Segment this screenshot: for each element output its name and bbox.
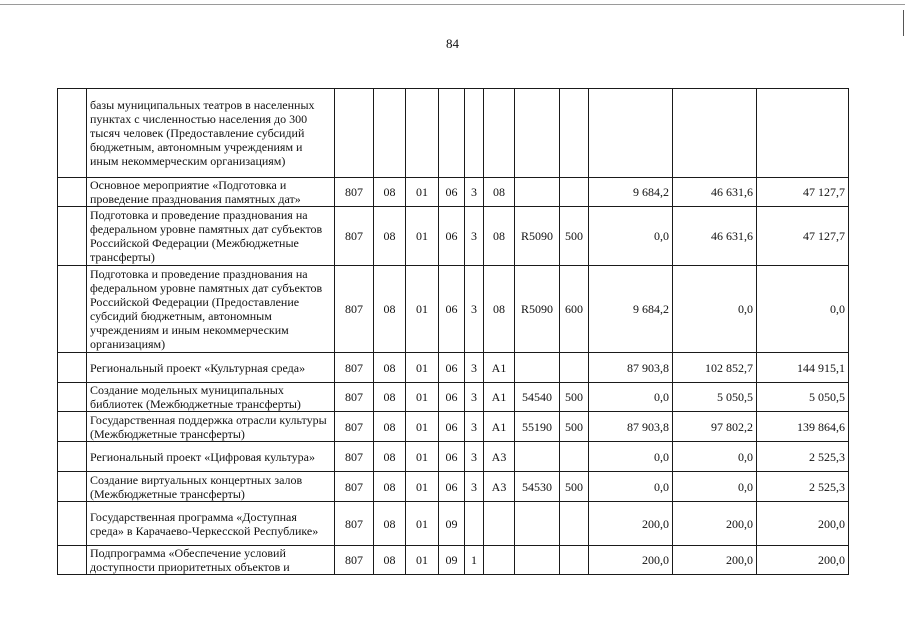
row-indent-cell — [58, 442, 87, 472]
row-indent-cell — [58, 353, 87, 383]
amount-year2-cell: 97 802,2 — [673, 412, 757, 442]
budget-table-body — [58, 89, 849, 575]
amount-year2-cell: 46 631,6 — [673, 207, 757, 266]
subprogram-code-cell: 3 — [465, 442, 484, 472]
row-indent-cell — [58, 412, 87, 442]
item-name-cell: Региональный проект «Цифровая культура» — [87, 442, 335, 472]
ministry-code-cell: 807 — [335, 502, 374, 546]
direction-code-cell — [515, 442, 560, 472]
ministry-code-cell: 807 — [335, 353, 374, 383]
ministry-code-cell: 807 — [335, 383, 374, 412]
item-name-cell: Создание модельных муниципальных библиотек (Межбюджетные трансферты) — [87, 383, 335, 412]
direction-code-cell: 54530 — [515, 472, 560, 502]
table-row — [58, 442, 849, 472]
amount-year2-cell: 200,0 — [673, 546, 757, 575]
amount-year3-cell: 5 050,5 — [757, 383, 849, 412]
item-name-cell: базы муниципальных театров в населенных пунктах с численностью населения до 300 тысяч человек (Предоставление субсидий бюджетным, автономным учреждениям и иным некоммерческим организациям) — [87, 89, 335, 178]
section-code-cell: 08 — [374, 412, 406, 442]
direction-code-cell — [515, 178, 560, 207]
subsection-code-cell: 01 — [406, 442, 439, 472]
table-row — [58, 266, 849, 353]
amount-year2-cell: 102 852,7 — [673, 353, 757, 383]
event-code-cell: 08 — [484, 207, 515, 266]
amount-year2-cell: 5 050,5 — [673, 383, 757, 412]
program-code-cell: 06 — [439, 178, 465, 207]
amount-year1-cell: 0,0 — [589, 442, 673, 472]
program-code-cell: 06 — [439, 353, 465, 383]
event-code-cell — [484, 89, 515, 178]
program-code-cell: 06 — [439, 472, 465, 502]
subprogram-code-cell: 3 — [465, 178, 484, 207]
row-indent-cell — [58, 472, 87, 502]
row-indent-cell — [58, 383, 87, 412]
subsection-code-cell: 01 — [406, 412, 439, 442]
amount-year3-cell: 144 915,1 — [757, 353, 849, 383]
subsection-code-cell: 01 — [406, 353, 439, 383]
section-code-cell: 08 — [374, 502, 406, 546]
ministry-code-cell: 807 — [335, 266, 374, 353]
ministry-code-cell: 807 — [335, 442, 374, 472]
subsection-code-cell: 01 — [406, 383, 439, 412]
ministry-code-cell: 807 — [335, 546, 374, 575]
item-name-cell: Государственная поддержка отрасли культуры (Межбюджетные трансферты) — [87, 412, 335, 442]
section-code-cell — [374, 89, 406, 178]
event-code-cell: A1 — [484, 353, 515, 383]
section-code-cell: 08 — [374, 383, 406, 412]
amount-year3-cell: 2 525,3 — [757, 442, 849, 472]
expense-type-code-cell: 500 — [560, 207, 589, 266]
row-indent-cell — [58, 178, 87, 207]
amount-year1-cell: 9 684,2 — [589, 178, 673, 207]
amount-year3-cell: 47 127,7 — [757, 207, 849, 266]
amount-year3-cell: 200,0 — [757, 546, 849, 575]
section-code-cell: 08 — [374, 546, 406, 575]
amount-year1-cell: 0,0 — [589, 207, 673, 266]
direction-code-cell: R5090 — [515, 207, 560, 266]
table-row — [58, 383, 849, 412]
amount-year1-cell: 9 684,2 — [589, 266, 673, 353]
subsection-code-cell: 01 — [406, 546, 439, 575]
expense-type-code-cell — [560, 178, 589, 207]
event-code-cell: 08 — [484, 266, 515, 353]
subprogram-code-cell: 3 — [465, 266, 484, 353]
amount-year3-cell: 2 525,3 — [757, 472, 849, 502]
expense-type-code-cell — [560, 353, 589, 383]
expense-type-code-cell — [560, 546, 589, 575]
amount-year1-cell: 87 903,8 — [589, 412, 673, 442]
amount-year2-cell: 0,0 — [673, 472, 757, 502]
ministry-code-cell — [335, 89, 374, 178]
direction-code-cell: 54540 — [515, 383, 560, 412]
amount-year1-cell — [589, 89, 673, 178]
subprogram-code-cell: 3 — [465, 207, 484, 266]
subprogram-code-cell: 3 — [465, 383, 484, 412]
amount-year2-cell: 200,0 — [673, 502, 757, 546]
ministry-code-cell: 807 — [335, 207, 374, 266]
section-code-cell: 08 — [374, 178, 406, 207]
subsection-code-cell: 01 — [406, 502, 439, 546]
item-name-cell: Подготовка и проведение празднования на федеральном уровне памятных дат субъектов Российской Федерации (Межбюджетные трансферты) — [87, 207, 335, 266]
ministry-code-cell: 807 — [335, 412, 374, 442]
amount-year2-cell: 0,0 — [673, 266, 757, 353]
table-row — [58, 89, 849, 178]
amount-year3-cell: 139 864,6 — [757, 412, 849, 442]
row-indent-cell — [58, 546, 87, 575]
scan-edge-mark — [903, 10, 904, 36]
expense-type-code-cell: 500 — [560, 412, 589, 442]
event-code-cell — [484, 546, 515, 575]
program-code-cell: 09 — [439, 502, 465, 546]
section-code-cell: 08 — [374, 472, 406, 502]
direction-code-cell: 55190 — [515, 412, 560, 442]
direction-code-cell — [515, 502, 560, 546]
direction-code-cell — [515, 89, 560, 178]
row-indent-cell — [58, 502, 87, 546]
ministry-code-cell: 807 — [335, 178, 374, 207]
row-indent-cell — [58, 207, 87, 266]
table-row — [58, 472, 849, 502]
table-row — [58, 178, 849, 207]
subprogram-code-cell: 3 — [465, 412, 484, 442]
event-code-cell: A3 — [484, 472, 515, 502]
subprogram-code-cell: 1 — [465, 546, 484, 575]
section-code-cell: 08 — [374, 266, 406, 353]
expense-type-code-cell: 500 — [560, 472, 589, 502]
expense-type-code-cell — [560, 89, 589, 178]
budget-table — [57, 88, 849, 575]
amount-year3-cell: 200,0 — [757, 502, 849, 546]
table-row — [58, 546, 849, 575]
subsection-code-cell — [406, 89, 439, 178]
expense-type-code-cell — [560, 502, 589, 546]
program-code-cell: 06 — [439, 383, 465, 412]
amount-year3-cell — [757, 89, 849, 178]
item-name-cell: Региональный проект «Культурная среда» — [87, 353, 335, 383]
direction-code-cell: R5090 — [515, 266, 560, 353]
direction-code-cell — [515, 353, 560, 383]
amount-year3-cell: 47 127,7 — [757, 178, 849, 207]
program-code-cell: 09 — [439, 546, 465, 575]
subsection-code-cell: 01 — [406, 207, 439, 266]
table-row — [58, 502, 849, 546]
item-name-cell: Государственная программа «Доступная среда» в Карачаево-Черкесской Республике» — [87, 502, 335, 546]
section-code-cell: 08 — [374, 353, 406, 383]
amount-year2-cell — [673, 89, 757, 178]
amount-year1-cell: 200,0 — [589, 502, 673, 546]
event-code-cell: A3 — [484, 442, 515, 472]
event-code-cell: A1 — [484, 383, 515, 412]
expense-type-code-cell: 600 — [560, 266, 589, 353]
item-name-cell: Основное мероприятие «Подготовка и проведение празднования памятных дат» — [87, 178, 335, 207]
program-code-cell: 06 — [439, 207, 465, 266]
amount-year2-cell: 0,0 — [673, 442, 757, 472]
table-row — [58, 207, 849, 266]
page-number: 84 — [446, 36, 459, 51]
top-border-line — [0, 4, 905, 5]
subprogram-code-cell: 3 — [465, 472, 484, 502]
amount-year1-cell: 87 903,8 — [589, 353, 673, 383]
expense-type-code-cell: 500 — [560, 383, 589, 412]
amount-year3-cell: 0,0 — [757, 266, 849, 353]
expense-type-code-cell — [560, 442, 589, 472]
subprogram-code-cell: 3 — [465, 353, 484, 383]
item-name-cell: Подготовка и проведение празднования на федеральном уровне памятных дат субъектов Российской Федерации (Предоставление субсидий бюджетным, автономным учреждениям и иным некоммерческим организациям) — [87, 266, 335, 353]
subprogram-code-cell — [465, 502, 484, 546]
row-indent-cell — [58, 266, 87, 353]
event-code-cell: A1 — [484, 412, 515, 442]
table-row — [58, 412, 849, 442]
subsection-code-cell: 01 — [406, 178, 439, 207]
subprogram-code-cell — [465, 89, 484, 178]
section-code-cell: 08 — [374, 442, 406, 472]
program-code-cell: 06 — [439, 412, 465, 442]
subsection-code-cell: 01 — [406, 266, 439, 353]
program-code-cell: 06 — [439, 442, 465, 472]
subsection-code-cell: 01 — [406, 472, 439, 502]
event-code-cell — [484, 502, 515, 546]
program-code-cell — [439, 89, 465, 178]
amount-year2-cell: 46 631,6 — [673, 178, 757, 207]
item-name-cell: Подпрограмма «Обеспечение условий доступности приоритетных объектов и — [87, 546, 335, 575]
amount-year1-cell: 0,0 — [589, 472, 673, 502]
amount-year1-cell: 0,0 — [589, 383, 673, 412]
row-indent-cell — [58, 89, 87, 178]
amount-year1-cell: 200,0 — [589, 546, 673, 575]
ministry-code-cell: 807 — [335, 472, 374, 502]
section-code-cell: 08 — [374, 207, 406, 266]
event-code-cell: 08 — [484, 178, 515, 207]
program-code-cell: 06 — [439, 266, 465, 353]
direction-code-cell — [515, 546, 560, 575]
table-row — [58, 353, 849, 383]
item-name-cell: Создание виртуальных концертных залов (Межбюджетные трансферты) — [87, 472, 335, 502]
